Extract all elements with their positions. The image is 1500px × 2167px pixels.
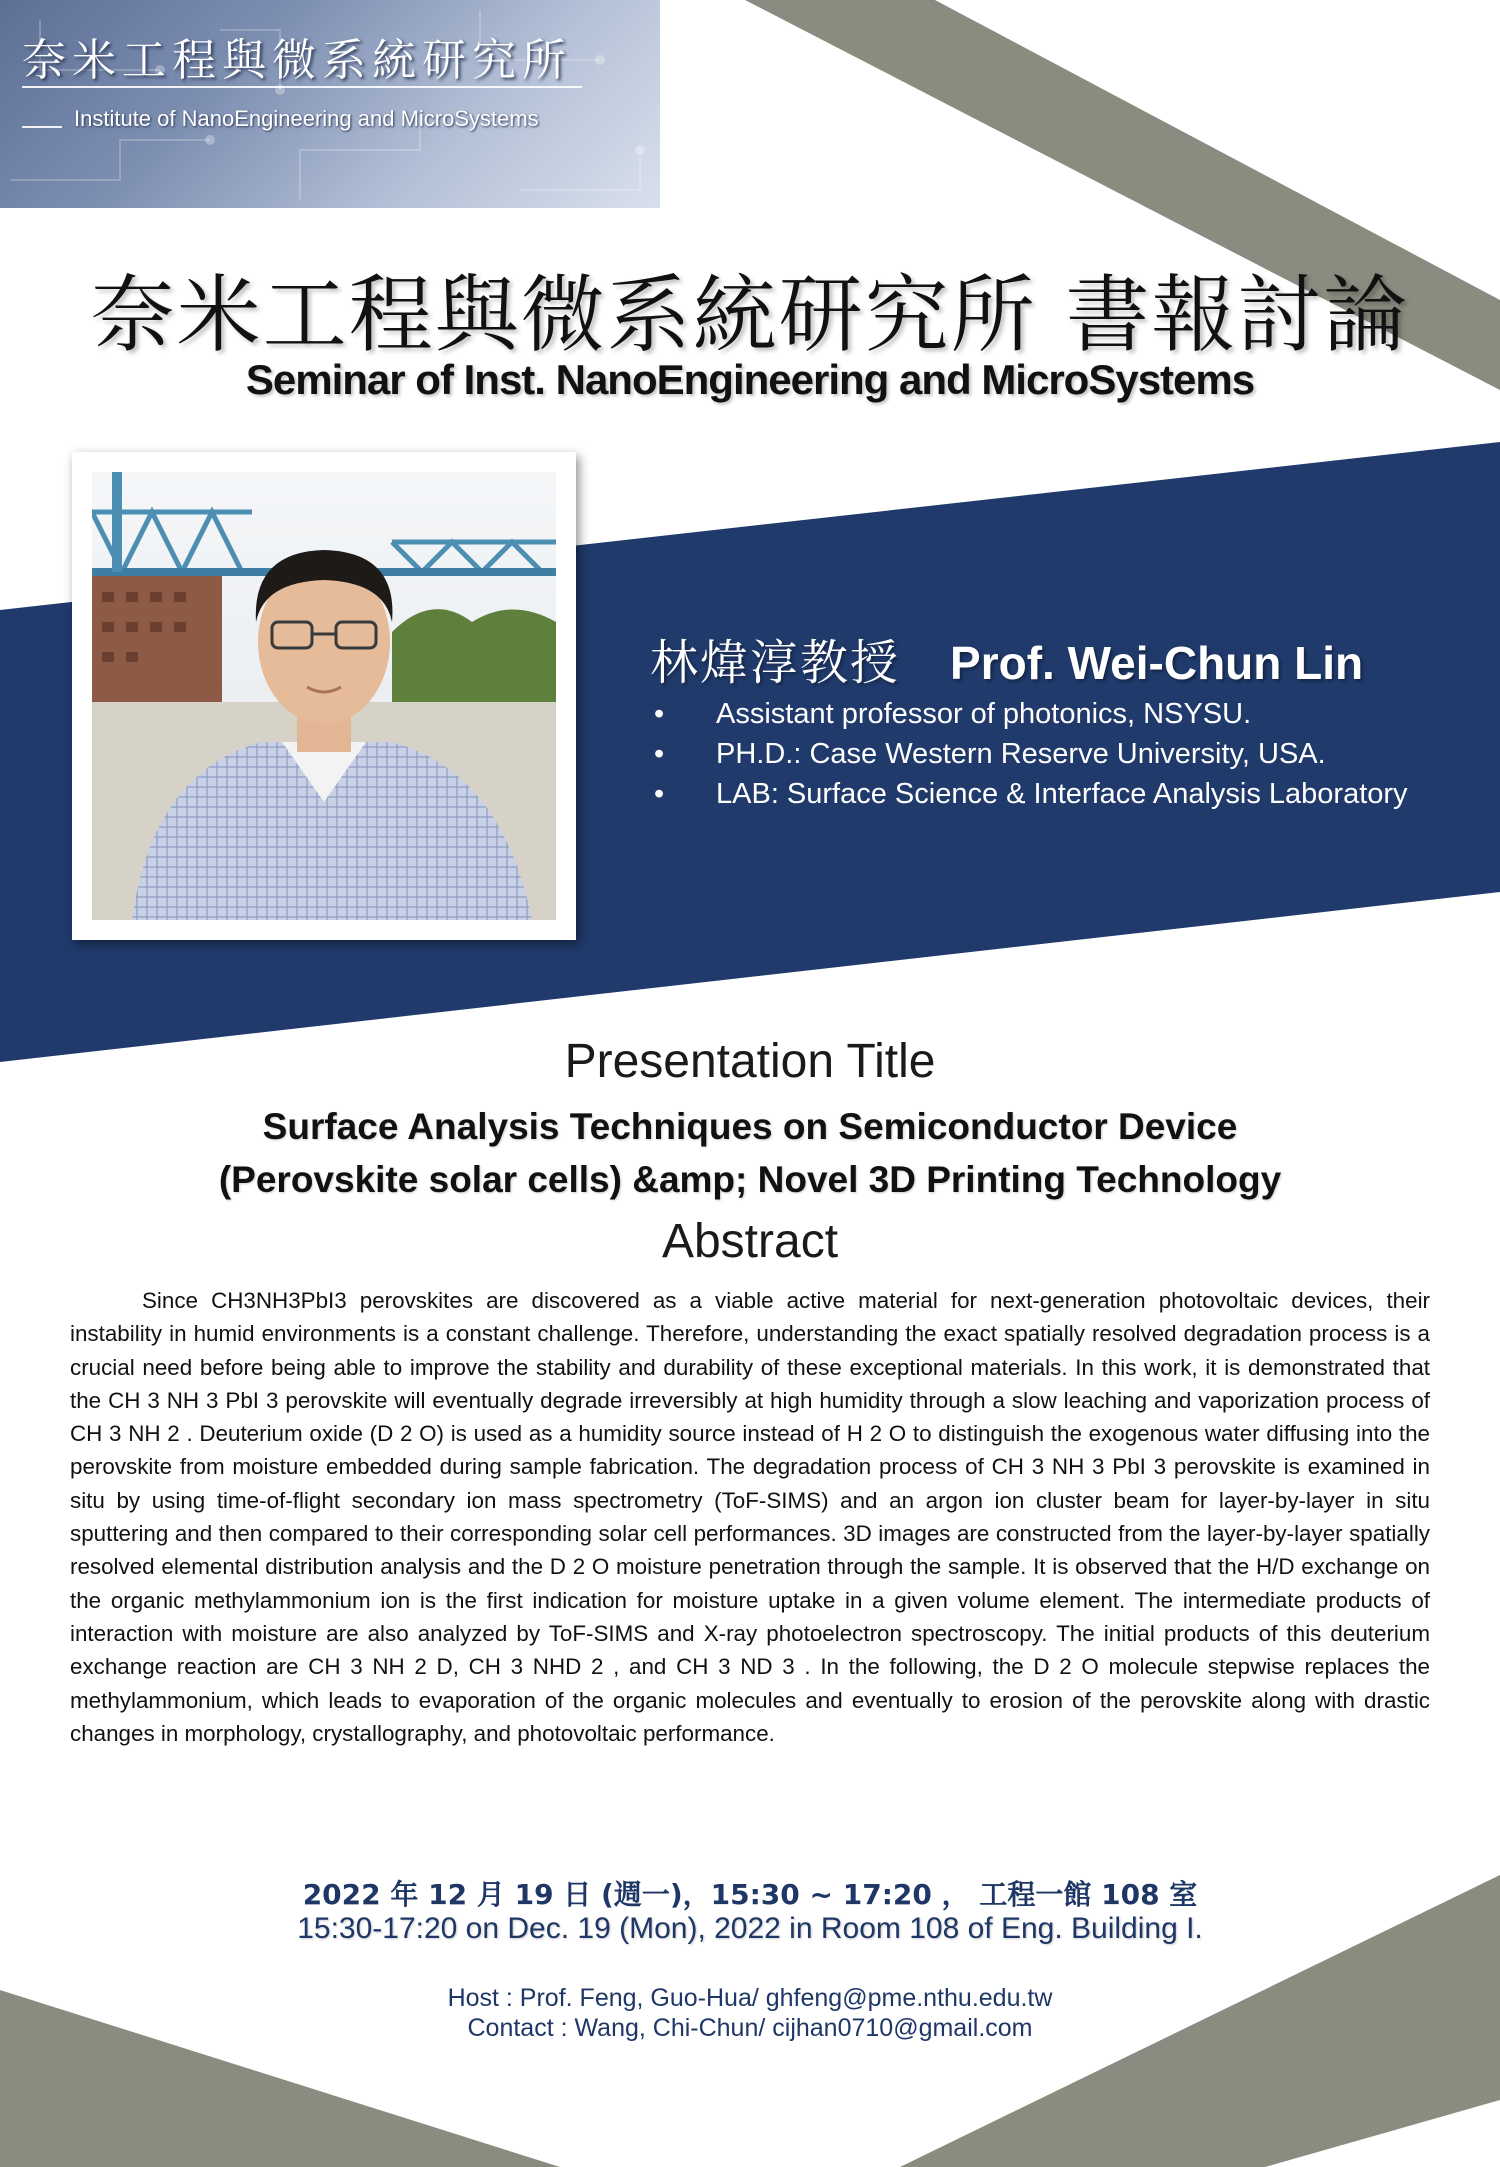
speaker-detail-text: LAB: Surface Science & Interface Analysis Laboratory (716, 778, 1408, 810)
speaker-detail-item (650, 694, 1408, 734)
banner-title-en: Institute of NanoEngineering and MicroSystems (74, 106, 539, 131)
abstract-heading: Abstract (661, 1215, 839, 1268)
banner-divider (22, 86, 582, 88)
speaker-details (650, 694, 1408, 814)
presentation-title (0, 1100, 1500, 1206)
host-info: Host : Prof. Feng, Guo-Hua/ ghfeng@pme.nthu.edu.tw (447, 1984, 1053, 2012)
presentation-title-heading: Presentation Title (564, 1035, 936, 1088)
bullet: • (654, 738, 665, 770)
speaker-detail-text: PH.D.: Case Western Reserve University, USA. (716, 738, 1326, 770)
bullet: • (654, 698, 665, 730)
speaker-detail-item (650, 774, 1408, 814)
speaker-photo (92, 472, 556, 920)
speaker-name-cn: 林煒淳教授 (650, 635, 901, 691)
banner-title-cn: 奈米工程與微系統研究所 (22, 35, 572, 86)
speaker-portrait-image (92, 472, 556, 920)
seminar-title-cn: 奈米工程與微系統研究所 書報討論 (90, 266, 1410, 364)
speaker-detail-text: Assistant professor of photonics, NSYSU. (716, 698, 1252, 730)
presentation-title-line-1: Surface Analysis Techniques on Semiconductor Device (262, 1106, 1238, 1147)
contact-info: Contact : Wang, Chi-Chun/ cijhan0710@gmail.com (467, 2014, 1033, 2042)
speaker-photo-frame (72, 452, 576, 940)
banner-divider-short (22, 126, 62, 128)
speaker-name-en: Prof. Wei-Chun Lin (950, 637, 1364, 689)
seminar-title-en: Seminar of Inst. NanoEngineering and MicroSystems (245, 356, 1255, 403)
event-date-en: 15:30-17:20 on Dec. 19 (Mon), 2022 in Room 108 of Eng. Building I. (297, 1912, 1203, 1945)
speaker-detail-item (650, 734, 1408, 774)
presentation-title-line-2: (Perovskite solar cells) &amp; Novel 3D Printing Technology (218, 1159, 1282, 1200)
institute-banner (0, 0, 660, 208)
speaker-name (650, 624, 1363, 693)
abstract-text: Since CH3NH3PbI3 perovskites are discovered as a viable active material for next-generation photovoltaic devices, their instability in humid environments is a constant challenge. Therefore, understanding the exact spatially resolved degradation process is a crucial need before being able to improve the stability and durability of these exceptional materials. In this work, it is demonstrated that the CH 3 NH 3 PbI 3 perovskite will eventually degrade irreversibly at high humidity through a slow leaching and vaporization process of CH 3 NH 2 . Deuterium oxide (D 2 O) is used as a humidity source instead of H 2 O to distinguish the exogenous water diffusing into the perovskite from moisture embedded during sample fabrication. The degradation process of CH 3 NH 3 PbI 3 perovskite is examined in situ by using time-of-flight secondary ion mass spectrometry (ToF-SIMS) and an argon ion cluster beam for layer-by-layer in situ sputtering and then compared to their corresponding solar cell performances. 3D images are constructed from the layer-by-layer spatially resolved elemental distribution analysis and the D 2 O moisture penetration through the sample. It is observed that the H/D exchange on the organic methylammonium ion is the first indication for moisture uptake in a given volume element. The intermediate products of interaction with moisture are also analyzed by ToF-SIMS and X-ray photoelectron spectroscopy. The initial products of this deuterium exchange reaction are CH 3 NH 2 D, CH 3 NHD 2 , and CH 3 ND 3 . In the following, the D 2 O molecule stepwise replaces the methylammonium, which leads to evaporation of the organic molecules and eventually to erosion of the perovskite along with drastic changes in morphology, crystallography, and photovoltaic performance. (70, 1288, 1430, 1746)
bullet: • (654, 778, 665, 810)
event-date-cn: 2022 年 12 月 19 日 (週一)，15:30 ~ 17:20 ， 工程一館 108 室 (302, 1878, 1198, 1911)
